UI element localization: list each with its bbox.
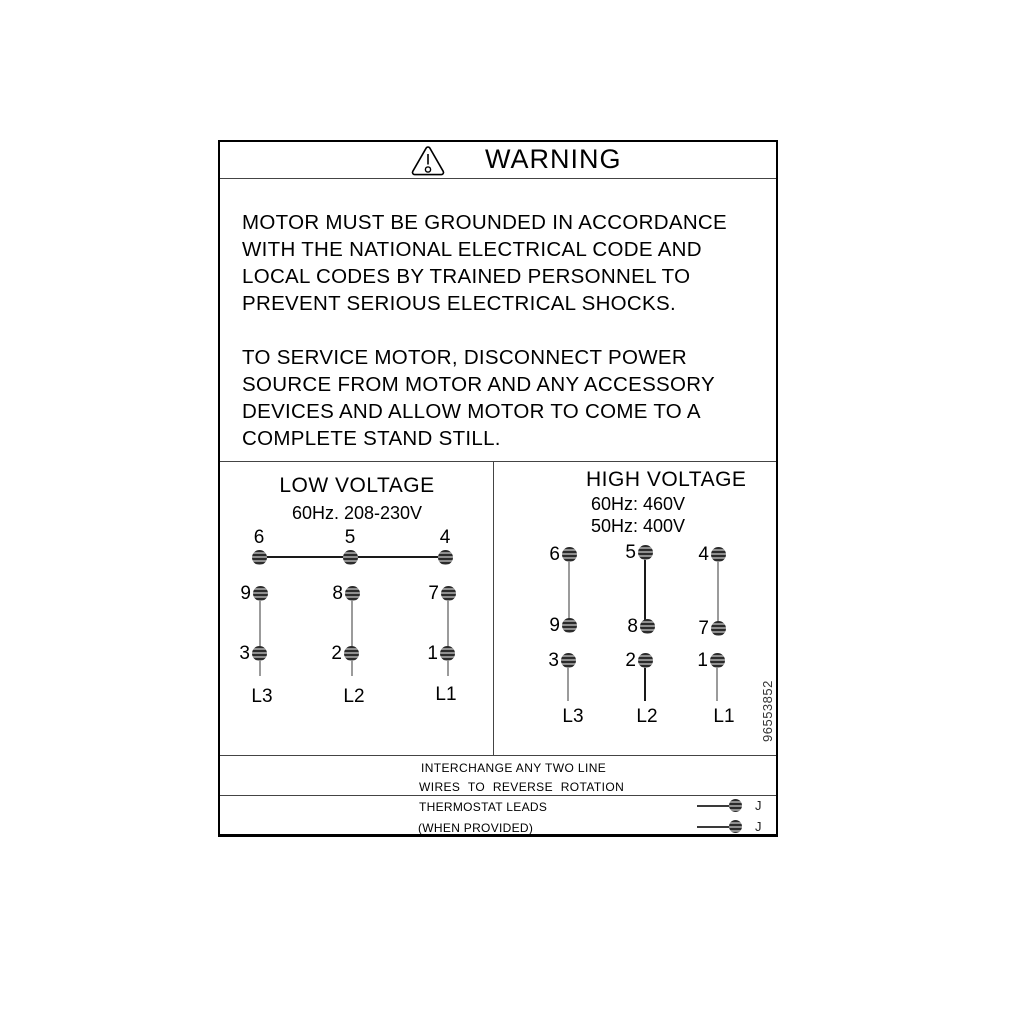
wire	[447, 593, 449, 676]
high-voltage-panel	[494, 462, 776, 755]
terminal-dot-2	[638, 653, 653, 668]
rotation-note-line2: WIRES TO REVERSE ROTATION	[419, 780, 625, 794]
terminal-label-3: 3	[239, 642, 250, 664]
warning-text-line: DEVICES AND ALLOW MOTOR TO COME TO A	[242, 400, 701, 423]
terminal-label-8: 8	[332, 582, 343, 604]
line-label-L3: L3	[251, 686, 273, 707]
terminal-label-3: 3	[548, 649, 559, 671]
thermostat-lead-symbol	[697, 798, 792, 813]
terminal-dot-2	[344, 646, 359, 661]
warning-body	[220, 179, 776, 462]
high-voltage-title: HIGH VOLTAGE	[586, 468, 747, 491]
low-voltage-panel	[220, 462, 494, 755]
terminal-label-6: 6	[549, 543, 560, 565]
warning-text-line: MOTOR MUST BE GROUNDED IN ACCORDANCE	[242, 211, 728, 234]
wire	[351, 593, 353, 676]
grounding-warning-paragraph	[242, 209, 776, 317]
terminal-dot-1	[710, 653, 725, 668]
wiring-diagrams	[220, 462, 776, 756]
low-voltage-title: LOW VOLTAGE	[279, 474, 435, 497]
terminal-label-2: 2	[625, 649, 636, 671]
warning-text-line: COMPLETE STAND STILL.	[242, 427, 501, 450]
thermostat-lead-symbol	[697, 819, 792, 834]
warning-header	[220, 142, 776, 179]
rotation-note-row	[220, 756, 776, 796]
terminal-dot-5	[343, 550, 358, 565]
line-label-L2: L2	[636, 706, 658, 727]
high-voltage-subtitle-50hz: 50Hz: 400V	[591, 516, 686, 536]
terminal-label-5: 5	[344, 527, 356, 548]
lead-wire	[697, 805, 730, 807]
lead-terminal-icon	[729, 820, 742, 833]
line-label-L1: L1	[713, 706, 735, 727]
warning-text-line: LOCAL CODES BY TRAINED PERSONNEL TO	[242, 265, 691, 288]
terminal-dot-7	[711, 621, 726, 636]
terminal-dot-3	[252, 646, 267, 661]
warning-title: WARNING	[485, 144, 622, 174]
terminal-dot-6	[252, 550, 267, 565]
terminal-dot-3	[561, 653, 576, 668]
wire	[259, 593, 261, 676]
terminal-label-9: 9	[240, 582, 251, 604]
terminal-dot-8	[345, 586, 360, 601]
thermostat-note-line1: THERMOSTAT LEADS	[419, 800, 548, 814]
terminal-label-1: 1	[427, 642, 438, 664]
terminal-dot-9	[562, 618, 577, 633]
terminal-dot-4	[438, 550, 453, 565]
part-number: 96553852	[760, 680, 775, 742]
wire	[717, 554, 719, 628]
line-label-L1: L1	[435, 684, 457, 705]
warning-triangle-icon	[410, 145, 446, 181]
terminal-dot-8	[640, 619, 655, 634]
terminal-dot-4	[711, 547, 726, 562]
terminal-dot-6	[562, 547, 577, 562]
terminal-label-2: 2	[331, 642, 342, 664]
terminal-label-8: 8	[627, 615, 638, 637]
motor-warning-label	[218, 140, 778, 837]
warning-text-line: WITH THE NATIONAL ELECTRICAL CODE AND	[242, 238, 702, 261]
line-label-L3: L3	[562, 706, 584, 727]
thermostat-note-line2: (WHEN PROVIDED)	[418, 821, 534, 835]
terminal-label-5: 5	[625, 541, 636, 563]
low-voltage-subtitle: 60Hz. 208-230V	[291, 503, 423, 523]
wire	[568, 554, 570, 625]
terminal-dot-5	[638, 545, 653, 560]
terminal-dot-9	[253, 586, 268, 601]
terminal-label-4: 4	[698, 543, 709, 565]
terminal-dot-1	[440, 646, 455, 661]
terminal-label-9: 9	[549, 614, 560, 636]
rotation-note-line1: INTERCHANGE ANY TWO LINE	[421, 761, 607, 775]
thermostat-leads-row	[220, 796, 776, 838]
wire	[644, 552, 646, 626]
lead-label: J	[755, 819, 762, 834]
terminal-label-4: 4	[439, 527, 451, 548]
lead-wire	[697, 826, 730, 828]
service-warning-paragraph	[242, 344, 776, 452]
high-voltage-subtitle-60hz: 60Hz: 460V	[591, 494, 686, 514]
warning-text-line: TO SERVICE MOTOR, DISCONNECT POWER	[242, 346, 687, 369]
terminal-label-7: 7	[698, 617, 709, 639]
lead-terminal-icon	[729, 799, 742, 812]
warning-text-line: SOURCE FROM MOTOR AND ANY ACCESSORY	[242, 373, 715, 396]
line-label-L2: L2	[343, 686, 365, 707]
lead-label: J	[755, 798, 762, 813]
terminal-label-6: 6	[253, 527, 265, 548]
warning-text-line: PREVENT SERIOUS ELECTRICAL SHOCKS.	[242, 292, 676, 315]
terminal-label-1: 1	[697, 649, 708, 671]
terminal-label-7: 7	[428, 582, 439, 604]
terminal-dot-7	[441, 586, 456, 601]
